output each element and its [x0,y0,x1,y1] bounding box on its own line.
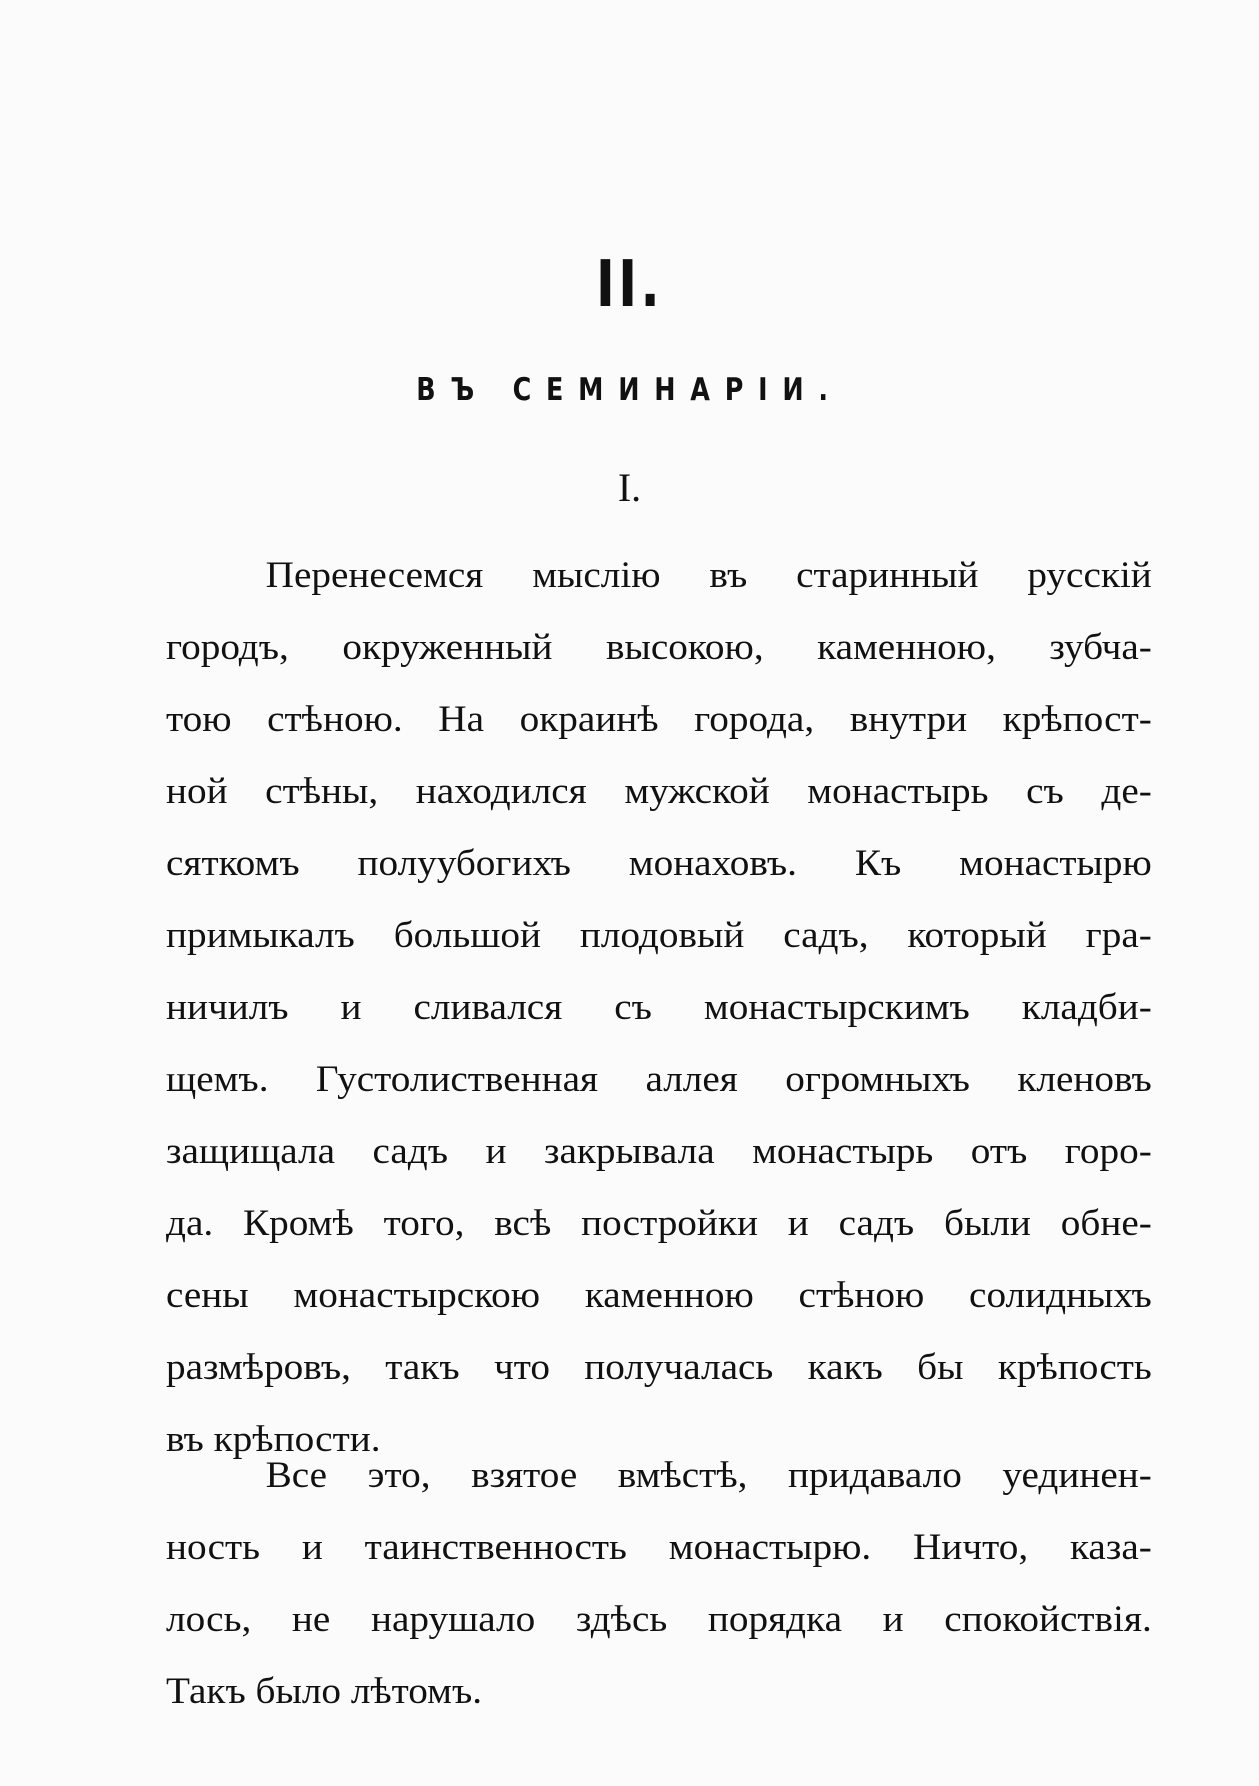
text-line: размѣровъ, такъ что получалась какъ бы крѣпость [166,1347,1152,1388]
paragraph-2 [166,1440,1152,1728]
text-line: сены монастырскою каменною стѣною солидныхъ [166,1275,1152,1316]
text-line: да. Кромѣ того, всѣ постройки и садъ были обне- [166,1203,1152,1244]
text-line: защищала садъ и закрывала монастырь отъ горо- [166,1131,1152,1172]
text-line: ничилъ и сливался съ монастырскимъ кладби- [166,987,1152,1028]
text-line: ность и таинственность монастырю. Ничто, каза- [166,1527,1152,1568]
text-line: Все это, взятое вмѣстѣ, придавало уединен- [265,1455,1152,1496]
text-line: тою стѣною. На окраинѣ города, внутри крѣпост- [166,699,1152,740]
text-line: лось, не нарушало здѣсь порядка и спокойствія. [166,1599,1152,1640]
text-line: Такъ было лѣтомъ. [166,1671,483,1712]
paragraph-1 [166,540,1152,1476]
text-line: ной стѣны, находился мужской монастырь съ де- [166,771,1152,812]
part-numeral: II. [595,248,664,322]
text-line: городъ, окруженный высокою, каменною, зубча- [166,627,1152,668]
section-numeral: I. [617,465,642,510]
text-line: примыкалъ большой плодовый садъ, который гра- [166,915,1152,956]
text-line: сяткомъ полуубогихъ монаховъ. Къ монастырю [166,843,1152,884]
text-line: въ крѣпости. [166,1419,381,1460]
chapter-title: ВЪ СЕМИНАРІИ. [416,372,843,408]
text-line: Перенесемся мыслію въ старинный русскій [265,555,1152,596]
text-line: щемъ. Густолиственная аллея огромныхъ кленовъ [166,1059,1152,1100]
